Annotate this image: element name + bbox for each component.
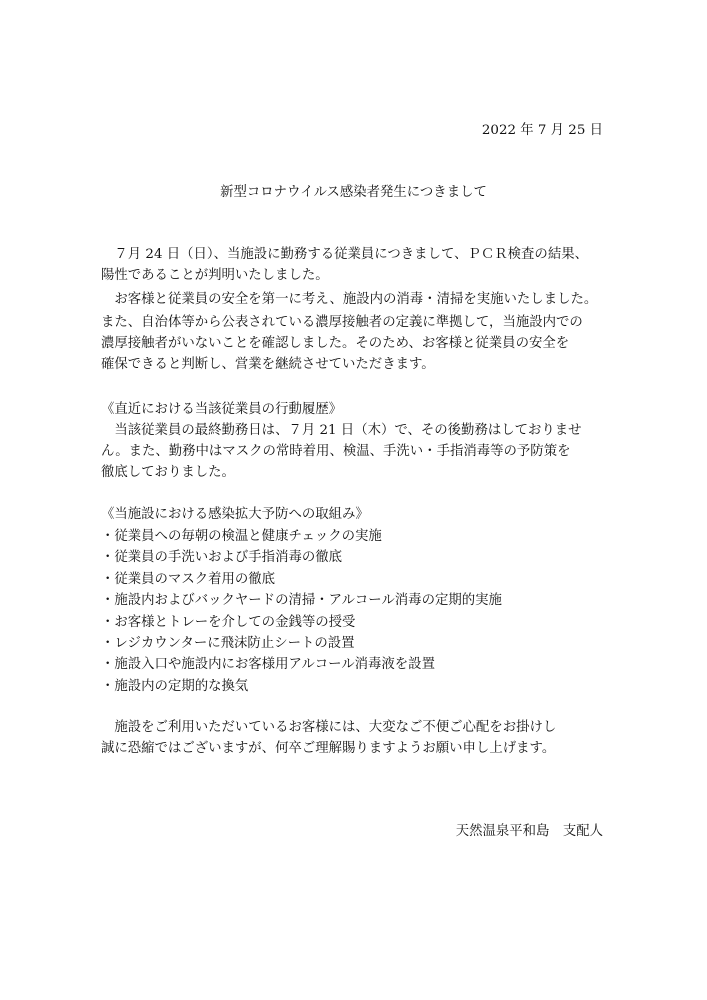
closing-line: 施設をご利用いただいているお客様には、大変なご不便ご心配をお掛けし <box>101 720 557 735</box>
measure-item: ・レジカウンターに飛沫防止シートの設置 <box>101 636 355 651</box>
closing-line: 誠に恐縮ではございますが、何卒ご理解賜りますようお願い申し上げます。 <box>101 741 556 756</box>
measure-item: ・施設入口や施設内にお客様用アルコール消毒液を設置 <box>101 657 435 672</box>
history-line: 当該従業員の最終勤務日は、７月 21 日（木）で、その後勤務はしておりませ <box>101 423 582 438</box>
intro-line: また、自治体等から公表されている濃厚接触者の定義に準拠して，当施設内での <box>101 315 583 330</box>
history-line: ん。また、勤務中はマスクの常時着用、検温、手洗い・手指消毒等の予防策を <box>101 444 571 459</box>
measure-item: ・施設内の定期的な換気 <box>101 679 249 694</box>
measure-item: ・従業員の手洗いおよび手指消毒の徹底 <box>101 550 343 565</box>
history-line: 徹底しておりました。 <box>101 465 235 480</box>
intro-line: 確保できると判断し、営業を継続させていただきます。 <box>101 357 435 372</box>
intro-line: ７月 24 日（日）、当施設に勤務する従業員につきまして、ＰＣＲ検査の結果、 <box>101 247 588 262</box>
signature: 天然温泉平和島 支配人 <box>455 824 603 839</box>
document-title: 新型コロナウイルス感染者発生につきまして <box>220 185 487 200</box>
date: 2022 年 7 月 25 日 <box>481 123 603 138</box>
intro-line: 濃厚接触者がいないことを確認しました。そのため、お客様と従業員の安全を <box>101 336 570 351</box>
intro-line: 陽性であることが判明いたしました。 <box>101 268 329 283</box>
measures-heading: 《当施設における感染拡大予防への取組み》 <box>101 507 369 522</box>
measure-item: ・従業員のマスク着用の徹底 <box>101 572 276 587</box>
history-heading: 《直近における当該従業員の行動履歴》 <box>101 402 343 417</box>
measure-item: ・従業員への毎朝の検温と健康チェックの実施 <box>101 529 382 544</box>
measure-item: ・施設内およびバックヤードの清掃・アルコール消毒の定期的実施 <box>101 593 502 608</box>
measure-item: ・お客様とトレーを介しての金銭等の授受 <box>101 615 356 630</box>
intro-line: お客様と従業員の安全を第一に考え、施設内の消毒・清掃を実施いたしました。 <box>101 292 598 307</box>
